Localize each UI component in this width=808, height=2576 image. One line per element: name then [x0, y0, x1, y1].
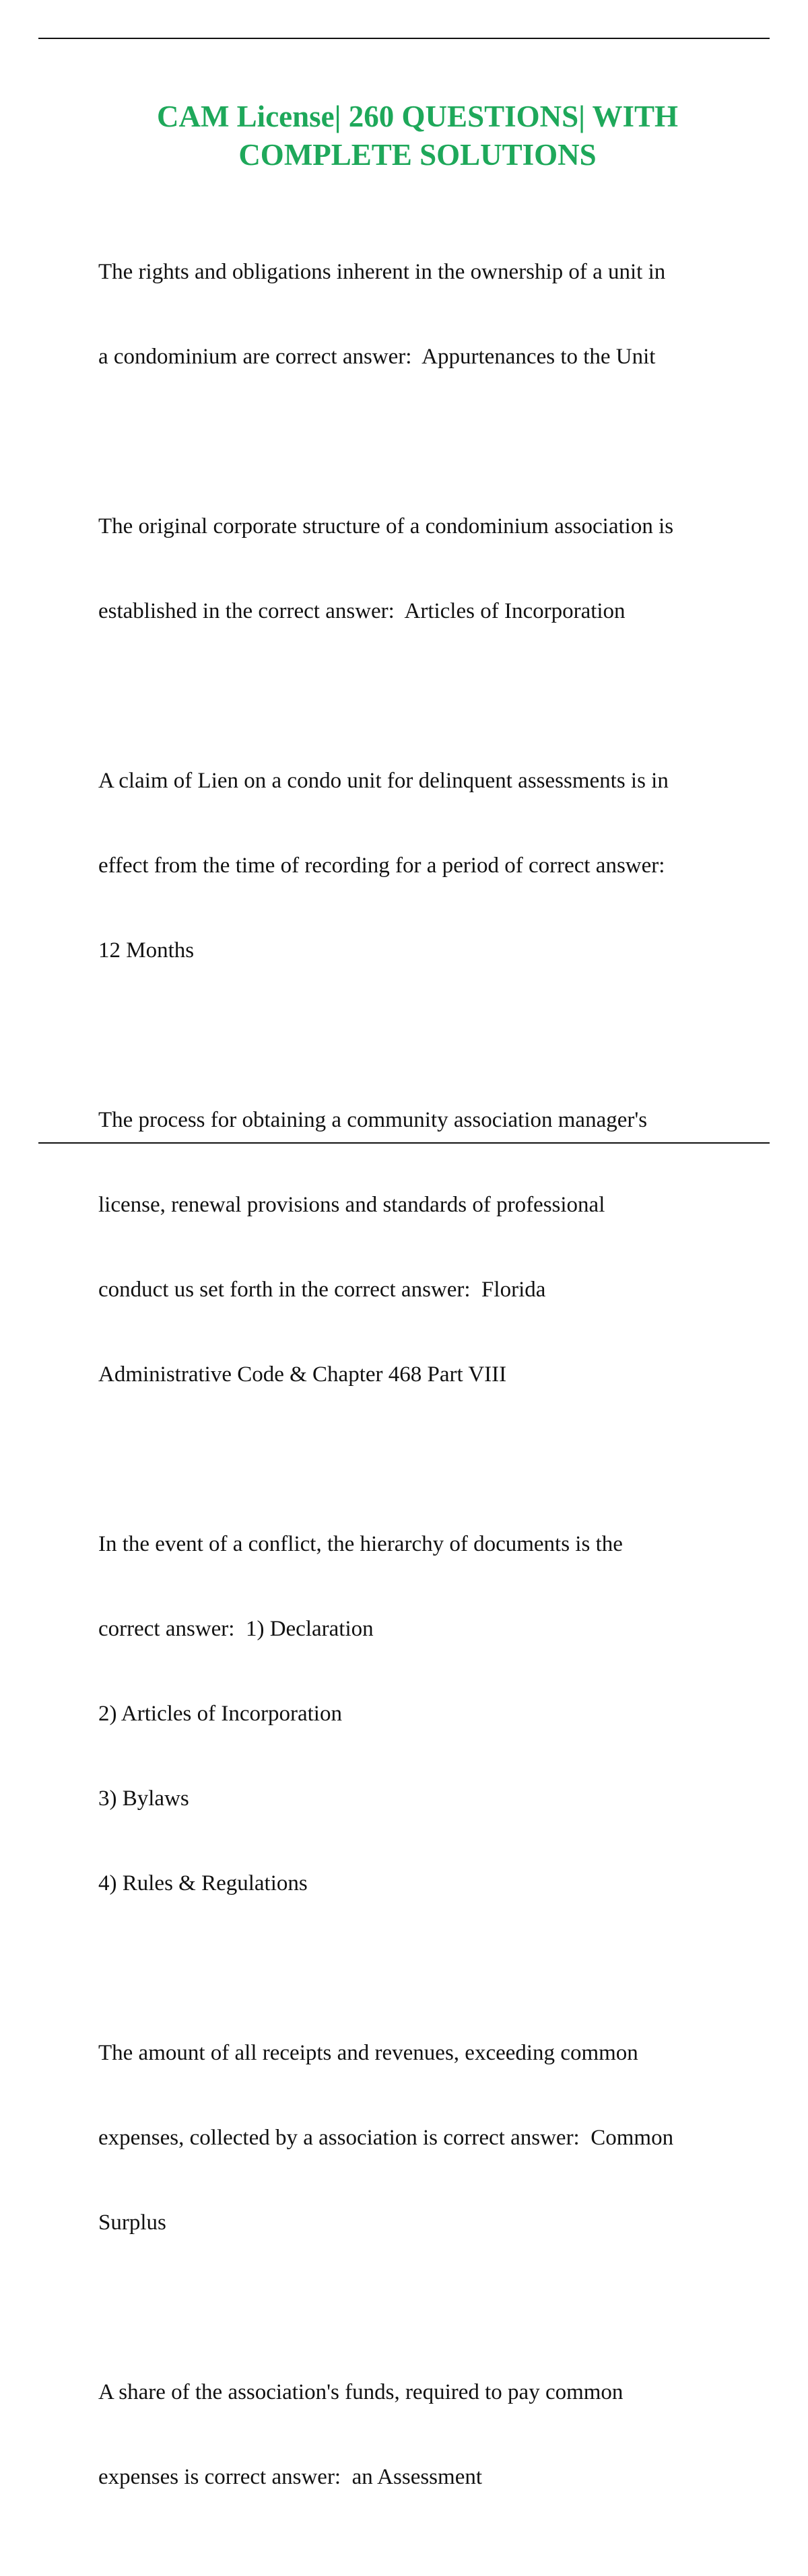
question-line: a condominium are correct answer: Appurtenances to the Unit [98, 345, 656, 369]
question-line: The process for obtaining a community association manager's [98, 1108, 648, 1132]
question-list [98, 201, 745, 2576]
question-line: effect from the time of recording for a period of correct answer: [98, 854, 665, 878]
question-line: The amount of all receipts and revenues, exceeding common [98, 2041, 638, 2065]
top-rule [38, 38, 770, 39]
question-line: Administrative Code & Chapter 468 Part VIII [98, 1362, 507, 1387]
question-line: correct answer: 1) Declaration [98, 1617, 374, 1641]
question-item [98, 1473, 745, 1954]
question-line: 4) Rules & Regulations [98, 1871, 308, 1895]
question-line: The rights and obligations inherent in the ownership of a unit in [98, 260, 666, 284]
question-line: established in the correct answer: Articles of Incorporation [98, 599, 626, 623]
question-line: conduct us set forth in the correct answer: Florida [98, 1278, 546, 1302]
question-line: 12 Months [98, 938, 195, 963]
question-line: expenses is correct answer: an Assessment [98, 2465, 483, 2489]
question-line: The original corporate structure of a condominium association is [98, 514, 674, 538]
question-line: expenses, collected by a association is correct answer: Common [98, 2126, 674, 2150]
question-item [98, 456, 745, 682]
question-item [98, 1982, 745, 2293]
question-line: 2) Articles of Incorporation [98, 1702, 342, 1726]
question-item [98, 1049, 745, 1445]
bottom-rule [38, 1142, 770, 1144]
question-item [98, 2322, 745, 2548]
question-line: A claim of Lien on a condo unit for delinquent assessments is in [98, 769, 669, 793]
question-line: 3) Bylaws [98, 1786, 189, 1811]
question-line: A share of the association's funds, required to pay common [98, 2380, 624, 2404]
document-title: CAM License| 260 QUESTIONS| WITH COMPLETE SOLUTIONS [156, 100, 679, 172]
question-line: In the event of a conflict, the hierarchy of documents is the [98, 1532, 623, 1556]
question-line: Surplus [98, 2211, 166, 2235]
question-item [98, 201, 745, 427]
question-line: license, renewal provisions and standards of professional [98, 1193, 605, 1217]
question-item [98, 710, 745, 1021]
